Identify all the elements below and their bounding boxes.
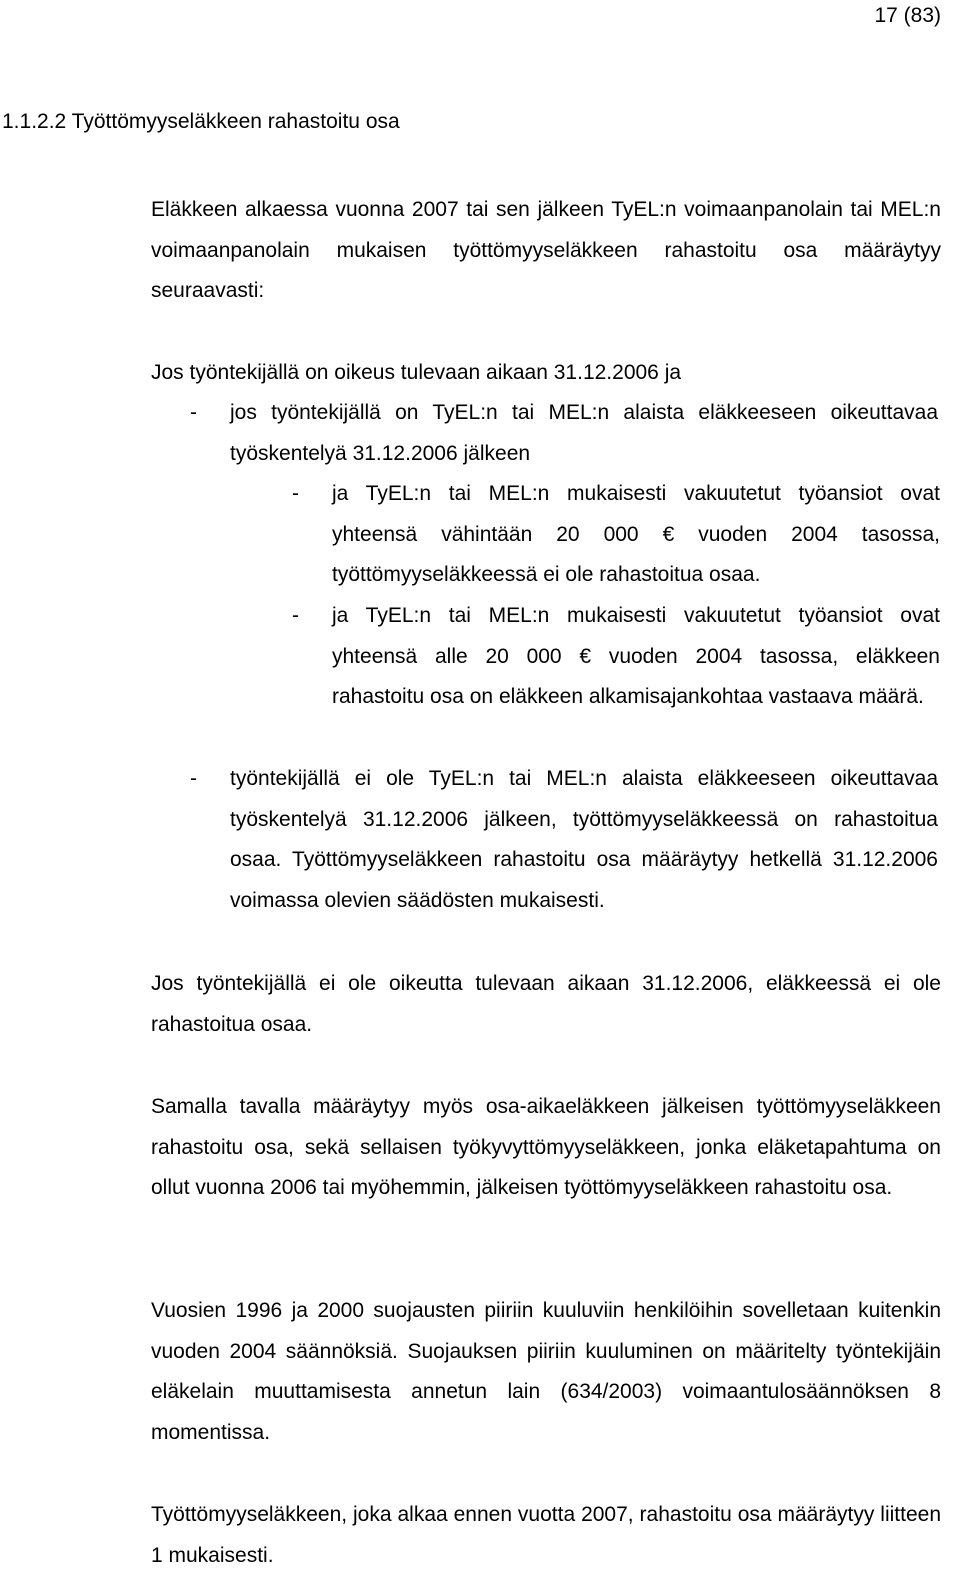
list-item-1: jos työntekijällä on TyEL:n tai MEL:n alaista eläkkeeseen oikeuttavaa työskentelyä 31.12.2006 jälkeen (230, 401, 938, 465)
sub-list-dash: - (292, 604, 299, 627)
before-2007-paragraph: Työttömyyseläkkeen, joka alkaa ennen vuotta 2007, rahastoitu osa määräytyy liitteen 1 mukaisesti. (151, 1503, 941, 1567)
similarly-paragraph: Samalla tavalla määräytyy myös osa-aikaeläkkeen jälkeisen työttömyyseläkkeen rahastoitu osa, sekä sellaisen työkyvyttömyyseläkkeen, jonka eläketapahtuma on ollut vuonna 2006 tai myöhemmin, jälkeisen työttömyyseläkkeen rahastoitu osa. (151, 1095, 941, 1199)
list-dash: - (190, 767, 197, 790)
protection-paragraph: Vuosien 1996 ja 2000 suojausten piiriin kuuluviin henkilöihin sovelletaan kuitenkin vuoden 2004 säännöksiä. Suojauksen piiriin kuuluminen on määritelty työntekijäin eläkelain muuttamisesta annetun lain (634/2003) voimaantulosäännöksen 8 momentissa. (151, 1299, 941, 1444)
sub-list-dash: - (292, 482, 299, 505)
sub-list-item-2: ja TyEL:n tai MEL:n mukaisesti vakuutetut työansiot ovat yhteensä alle 20 000 € vuoden 2004 tasossa, eläkkeen rahastoitu osa on eläkkeen alkamisajankohtaa vastaava määrä. (332, 604, 940, 708)
list-dash: - (190, 401, 197, 424)
page-number: 17 (83) (874, 4, 941, 27)
section-heading: 1.1.2.2 Työttömyyseläkkeen rahastoitu osa (2, 110, 400, 133)
condition-line: Jos työntekijällä on oikeus tulevaan aikaan 31.12.2006 ja (151, 361, 682, 384)
list-item-2: työntekijällä ei ole TyEL:n tai MEL:n alaista eläkkeeseen oikeuttavaa työskentelyä 31.12.2006 jälkeen, työttömyyseläkkeessä on rahastoitua osaa. Työttömyyseläkkeen rahastoitu osa määräytyy hetkellä 31.12.2006 voimassa olevien säädösten mukaisesti. (230, 767, 938, 912)
no-future-paragraph: Jos työntekijällä ei ole oikeutta tulevaan aikaan 31.12.2006, eläkkeessä ei ole rahastoitua osaa. (151, 972, 941, 1036)
sub-list-item-1: ja TyEL:n tai MEL:n mukaisesti vakuutetut työansiot ovat yhteensä vähintään 20 000 € vuoden 2004 tasossa, työttömyyseläkkeessä ei ole rahastoitua osaa. (332, 482, 940, 586)
intro-paragraph: Eläkkeen alkaessa vuonna 2007 tai sen jälkeen TyEL:n voimaanpanolain tai MEL:n voimaanpanolain mukaisen työttömyyseläkkeen rahastoitu osa määräytyy seuraavasti: (151, 198, 941, 302)
